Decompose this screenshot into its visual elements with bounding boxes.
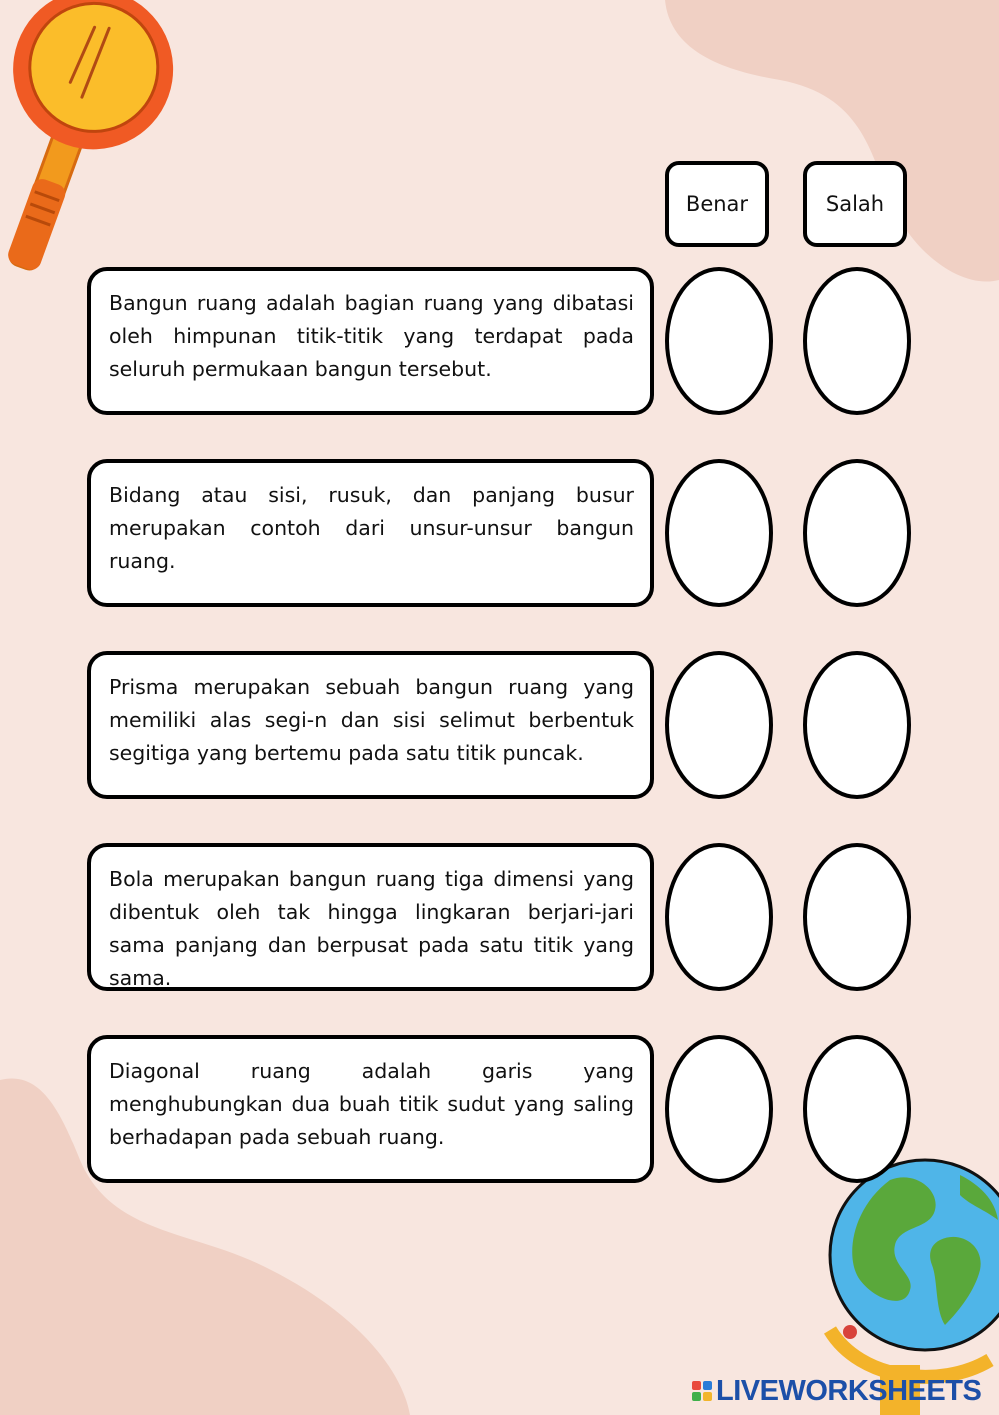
salah-option-4[interactable] <box>803 843 911 991</box>
benar-option-3[interactable] <box>665 651 773 799</box>
salah-header: Salah <box>803 161 907 247</box>
liveworksheets-logo <box>692 1374 981 1408</box>
magnifying-glass-icon <box>0 0 190 290</box>
benar-option-5[interactable] <box>665 1035 773 1183</box>
benar-header: Benar <box>665 161 769 247</box>
statement-4: Bola merupakan bangun ruang tiga dimensi yang dibentuk oleh tak hingga lingkaran berjari-jari sama panjang dan berpusat pada satu titik yang sama. <box>87 843 654 991</box>
brand-text: LIVEWORKSHEETS <box>716 1374 982 1407</box>
salah-option-3[interactable] <box>803 651 911 799</box>
benar-option-4[interactable] <box>665 843 773 991</box>
statement-2: Bidang atau sisi, rusuk, dan panjang busur merupakan contoh dari unsur-unsur bangun ruang. <box>87 459 654 607</box>
salah-option-2[interactable] <box>803 459 911 607</box>
liveworksheets-logo-icon <box>692 1381 712 1401</box>
statement-1: Bangun ruang adalah bagian ruang yang dibatasi oleh himpunan titik-titik yang terdapat pada seluruh permukaan bangun tersebut. <box>87 267 654 415</box>
salah-option-1[interactable] <box>803 267 911 415</box>
benar-option-1[interactable] <box>665 267 773 415</box>
statement-3: Prisma merupakan sebuah bangun ruang yang memiliki alas segi-n dan sisi selimut berbentuk segitiga yang bertemu pada satu titik puncak. <box>87 651 654 799</box>
statement-5: Diagonal ruang adalah garis yang menghubungkan dua buah titik sudut yang saling berhadapan pada sebuah ruang. <box>87 1035 654 1183</box>
blob-top-right <box>660 0 999 300</box>
benar-option-2[interactable] <box>665 459 773 607</box>
salah-option-5[interactable] <box>803 1035 911 1183</box>
